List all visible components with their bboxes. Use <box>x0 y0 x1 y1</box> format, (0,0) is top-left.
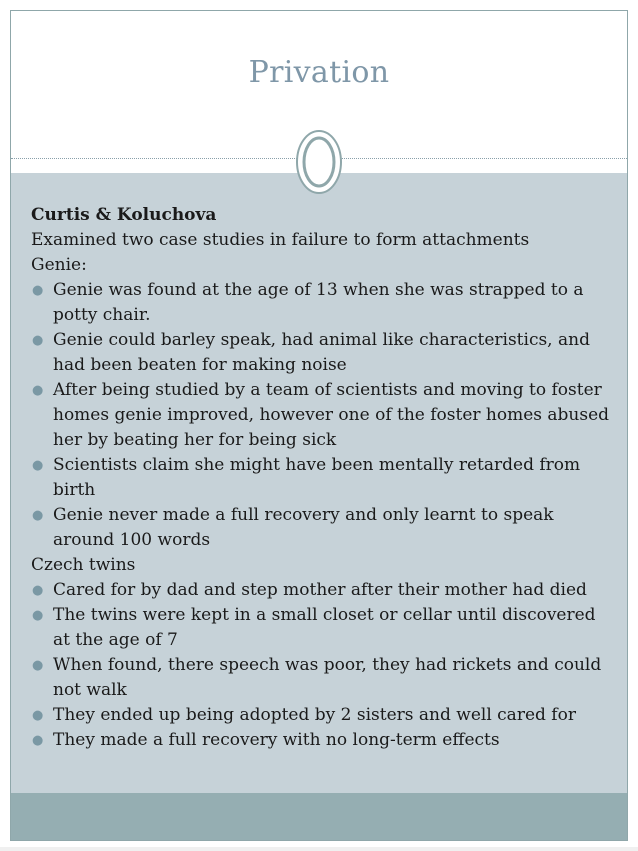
bullet-item <box>31 453 613 503</box>
bullet-item <box>31 653 613 703</box>
bullet-icon: ● <box>32 458 44 473</box>
bullet-text: After being studied by a team of scientists and moving to foster homes genie improved, however one of the foster homes abused her by beating her for being sick <box>53 380 610 450</box>
oval-ring-ornament-icon <box>295 129 343 195</box>
bullet-item <box>31 578 613 603</box>
bullet-icon: ● <box>32 333 44 348</box>
bullet-icon: ● <box>32 508 44 523</box>
bullet-text: They ended up being adopted by 2 sisters and well cared for <box>53 705 576 725</box>
bullet-item <box>31 278 613 328</box>
bullet-icon: ● <box>32 383 44 398</box>
section-genie-label: Genie: <box>31 255 87 275</box>
bullet-text: Scientists claim she might have been mentally retarded from birth <box>53 455 581 500</box>
section-czech-twins-label: Czech twins <box>31 555 136 575</box>
page-bottom-strip <box>0 847 638 851</box>
bullet-item <box>31 703 613 728</box>
slide <box>10 10 628 841</box>
bullet-text: When found, there speech was poor, they had rickets and could not walk <box>53 655 602 700</box>
body-heading: Curtis & Koluchova <box>31 205 217 225</box>
footer-band <box>11 793 627 841</box>
bullet-item <box>31 378 613 453</box>
bullet-icon: ● <box>32 658 44 673</box>
body-intro: Examined two case studies in failure to form attachments <box>31 230 530 250</box>
slide-title: Privation <box>248 55 390 90</box>
bullet-icon: ● <box>32 608 44 623</box>
genie-bullet-list <box>31 278 613 553</box>
slide-body <box>31 203 613 753</box>
bullet-item <box>31 728 613 753</box>
bullet-item <box>31 328 613 378</box>
czech-twins-bullet-list <box>31 578 613 753</box>
bullet-text: Genie could barley speak, had animal like characteristics, and had been beaten for making noise <box>53 330 590 375</box>
bullet-text: They made a full recovery with no long-term effects <box>53 730 500 750</box>
bullet-icon: ● <box>32 708 44 723</box>
bullet-icon: ● <box>32 283 44 298</box>
bullet-icon: ● <box>32 733 44 748</box>
bullet-text: Genie was found at the age of 13 when she was strapped to a potty chair. <box>53 280 584 325</box>
bullet-text: Cared for by dad and step mother after their mother had died <box>53 580 587 600</box>
bullet-text: The twins were kept in a small closet or cellar until discovered at the age of 7 <box>53 605 596 650</box>
bullet-item <box>31 603 613 653</box>
bullet-text: Genie never made a full recovery and only learnt to speak around 100 words <box>53 505 554 550</box>
bullet-icon: ● <box>32 583 44 598</box>
content-area <box>11 173 627 793</box>
bullet-item <box>31 503 613 553</box>
